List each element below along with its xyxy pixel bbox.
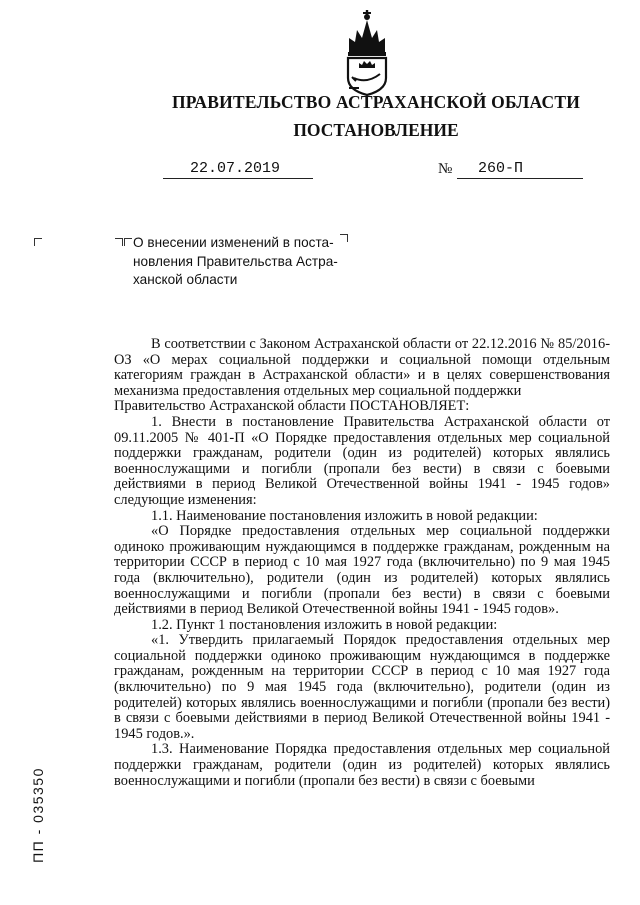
serial-number-stamp [26, 740, 50, 890]
body-paragraph: В соответствии с Законом Астраханской области от 22.12.2016 № 85/2016-ОЗ «О мерах социальной поддержки и социальной помощи отдельным категориям граждан в Астраханской области» и в целях совершенствования механизма предоставления отдельных мер социальной поддержки [114, 336, 610, 399]
resolution-statement: Правительство Астраханской области ПОСТАНОВЛЯЕТ: [114, 398, 470, 415]
document-type: ПОСТАНОВЛЕНИЕ [293, 120, 459, 140]
body-paragraph: «1. Утвердить прилагаемый Порядок предоставления отдельных мер социальной поддержки одиноко проживающим нуждающимся в поддержке гражданам, рожденным на территории СССР в период с 10 мая 1927 года (включительно) по 9 мая 1945 года (включительно), родители (один из родителей) которых являлись военнослужащими и погибли (пропали без вести) в связи с боевыми действиями в период Великой Отечественной войны 1941 - 1945 годов.». [114, 632, 610, 742]
organization-title: ПРАВИТЕЛЬСТВО АСТРАХАНСКОЙ ОБЛАСТИ [171, 92, 581, 112]
document-date: 22.07.2019 [190, 160, 281, 177]
subject-line: ханской области [133, 272, 238, 287]
date-underline [163, 178, 313, 179]
subject-corner-mark-left [115, 238, 123, 246]
body-paragraph: «О Порядке предоставления отдельных мер социальной поддержки одиноко проживающим нуждающимся в поддержке гражданам, рожденным на территории СССР в период с 10 мая 1927 года (включительно) по 9 мая 1945 года (включительно), родители (один из родителей) которых являлись военнослужащими и погибли (пропали без вести) в связи с боевыми действиями в период Великой Отечественной войны 1941 - 1945 годов». [114, 523, 610, 618]
body-paragraph: 1.1. Наименование постановления изложить в новой редакции: [151, 507, 538, 524]
subject-line: новления Правительства Астра- [133, 253, 338, 269]
subject-line: О внесении изменений в поста- [133, 235, 334, 250]
document-number: 260-П [478, 160, 524, 177]
document-subject [133, 234, 348, 290]
document-body [114, 337, 610, 789]
serial-number-text: ПП - 035350 [30, 767, 46, 863]
subject-corner-mark-inner [124, 238, 132, 246]
number-underline [457, 178, 583, 179]
body-paragraph: 1. Внести в постановление Правительства Астраханской области от 09.11.2005 № 401-П «О Порядке предоставления отдельных мер социальной поддержки гражданам, родители (один из родителей) которых являлись военнослужащими и погибли (пропали без вести) в связи с боевыми действиями в период Великой Отечественной войны 1941 - 1945 годов» следующие изменения: [114, 413, 610, 508]
coat-of-arms-emblem [343, 8, 391, 96]
body-paragraph: 1.2. Пункт 1 постановления изложить в новой редакции: [151, 616, 498, 633]
number-sign: № [438, 161, 453, 177]
margin-corner-mark [34, 238, 42, 246]
body-paragraph: 1.3. Наименование Порядка предоставления отдельных мер социальной поддержки гражданам, родители (один из родителей) которых являлись военнослужащими и погибли (пропали без вести) в связи с боевыми [114, 741, 610, 789]
